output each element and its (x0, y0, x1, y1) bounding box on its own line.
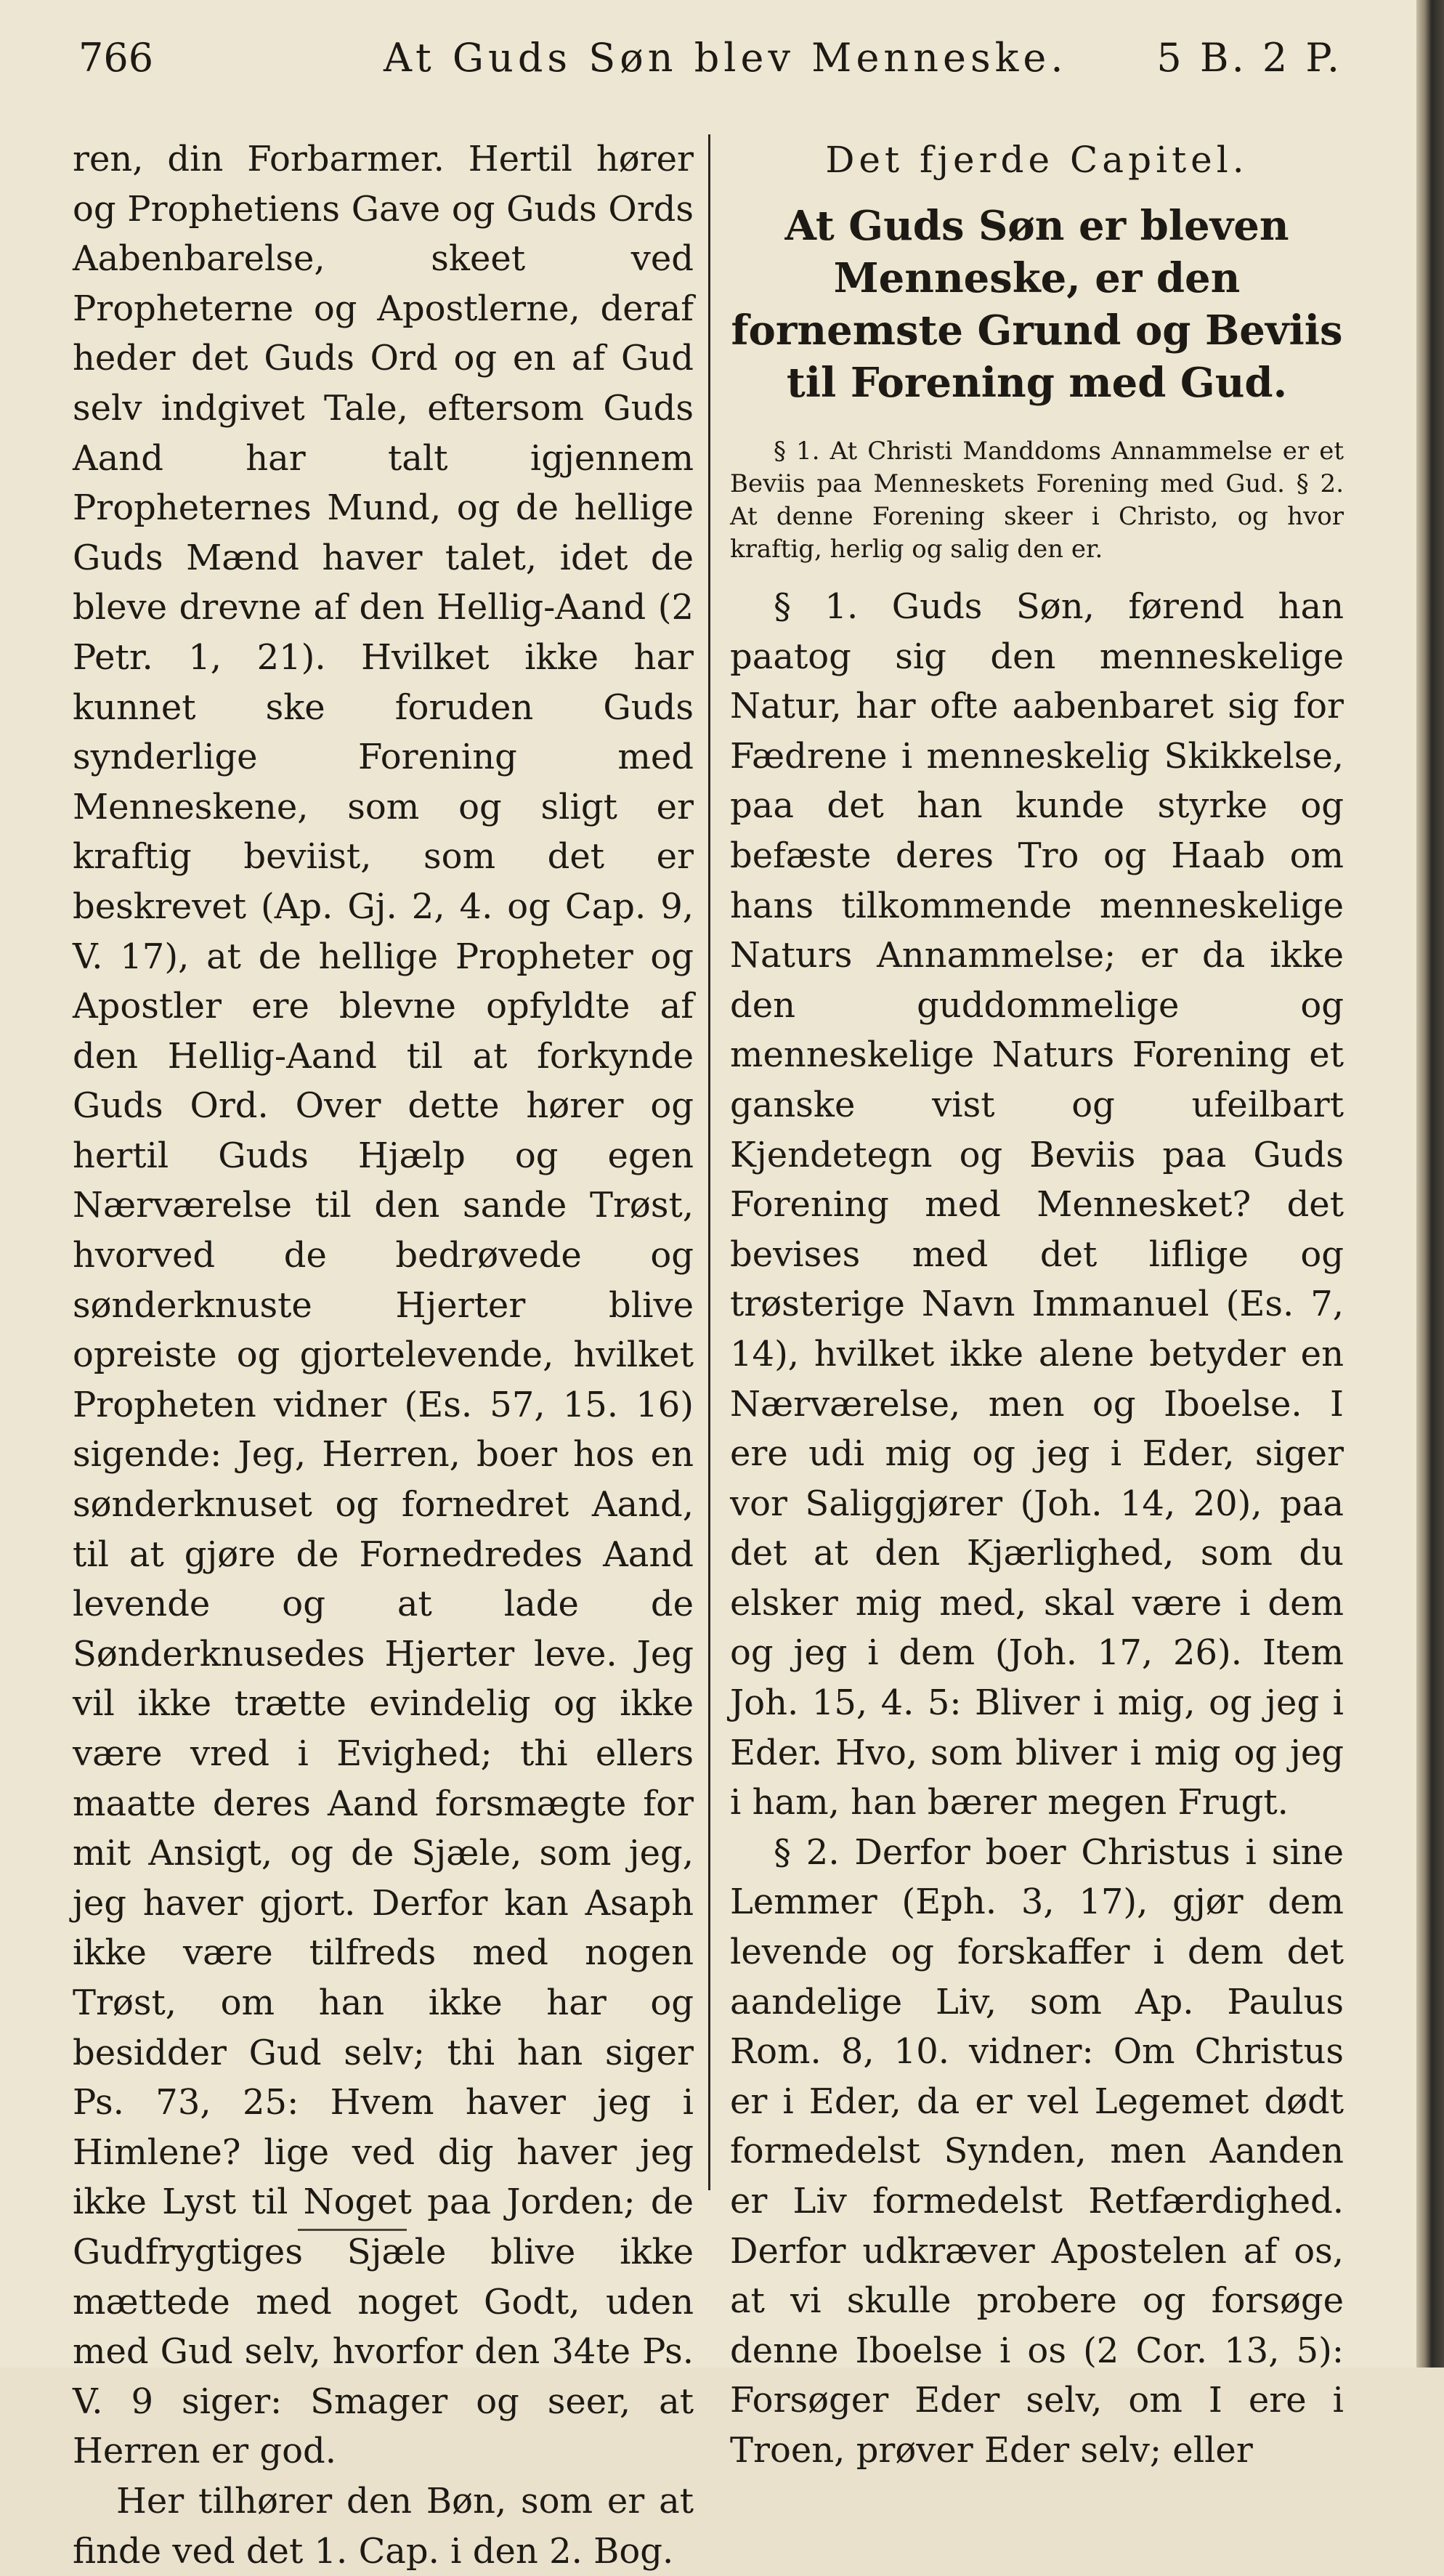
chapter-summary: § 1. At Christi Manddoms Annammelse er et Beviis paa Menneskets Forening med Gud. § 2. At denne Forening skeer i Christo, og hvor kraftig, herlig og salig den er. (730, 437, 1344, 564)
chapter-heading: At Guds Søn er bleven Menneske, er den fornemste Grund og Beviis til Forening med Gud. (731, 202, 1343, 407)
left-column (73, 134, 694, 2576)
left-paragraph-2: Her tilhører den Bøn, som er at finde ved det 1. Cap. i den 2. Bog. (73, 2480, 694, 2572)
section-reference: 5 B. 2 P. (1156, 35, 1342, 81)
left-paragraph-1: ren, din Forbarmer. Hertil hører og Prophetiens Gave og Guds Ords Aabenbarelse, skeet ved Propheterne og Apostlerne, deraf heder det Guds Ord og en af Gud selv indgivet Tale, eftersom Guds Aand har talt igjennem Propheternes Mund, og de hellige Guds Mænd haver talet, idet de bleve drevne af den Hellig-Aand (2 Petr. 1, 21). Hvilket ikke har kunnet ske foruden Guds synderlige Forening med Menneskene, som og sligt er kraftig beviist, som det er beskrevet (Ap. Gj. 2, 4. og Cap. 9, V. 17), at de hellige Propheter og Apostler ere blevne opfyldte af den Hellig-Aand til at forkynde Guds Ord. Over dette hører og hertil Guds Hjælp og egen Nærværelse til den sande Trøst, hvorved de bedrøvede og sønderknuste Hjerter blive opreiste og gjortelevende, hvilket Propheten vidner (Es. 57, 15. 16) sigende: Jeg, Herren, boer hos en sønderknuset og fornedret Aand, til at gjøre de Fornedredes Aand levende og at lade de Sønderknusedes Hjerter leve. Jeg vil ikke trætte evindelig og ikke være vred i Evighed; thi ellers maatte deres Aand forsmægte for mit Ansigt, og de Sjæle, som jeg, jeg haver gjort. Derfor kan Asaph ikke være tilfreds med nogen Trøst, om han ikke har og besidder Gud selv; thi han siger Ps. 73, 25: Hvem haver jeg i Himlene? lige ved dig haver jeg ikke Lyst til Noget paa Jorden; de Gudfrygtiges Sjæle blive ikke mættede med noget Godt, uden med Gud selv, hvorfor den 34te Ps. V. 9 siger: Smager og seer, at Herren er god. (73, 139, 694, 2472)
end-divider (298, 2229, 407, 2231)
page-number: 766 (78, 35, 154, 81)
running-title: At Guds Søn blev Menneske. (384, 35, 1068, 81)
right-column (730, 134, 1344, 2476)
column-rule (708, 134, 710, 2190)
page-edge-shadow (1416, 0, 1444, 2368)
running-head (78, 29, 1342, 87)
chapter-title: Det fjerde Capitel. (825, 139, 1249, 181)
right-paragraph-1: § 1. Guds Søn, førend han paatog sig den menneskelige Natur, har ofte aabenbaret sig for Fædrene i menneskelig Skikkelse, paa det han kunde styrke og befæste deres Tro og Haab om hans tilkommende menneskelige Naturs Annammelse; er da ikke den guddommelige og menneskelige Naturs Forening et ganske vist og ufeilbart Kjendetegn og Beviis paa Guds Forening med Mennesket? det bevises med det liflige og trøsterige Navn Immanuel (Es. 7, 14), hvilket ikke alene betyder en Nærværelse, men og Iboelse. I ere udi mig og jeg i Eder, siger vor Saliggjører (Joh. 14, 20), paa det at den Kjærlighed, som du elsker mig med, skal være i dem og jeg i dem (Joh. 17, 26). Item Joh. 15, 4. 5: Bliver i mig, og jeg i Eder. Hvo, som bliver i mig og jeg i ham, han bærer megen Frugt. (730, 586, 1344, 1823)
right-paragraph-2: § 2. Derfor boer Christus i sine Lemmer (Eph. 3, 17), gjør dem levende og forskaffer i dem det aandelige Liv, som Ap. Paulus Rom. 8, 10. vidner: Om Christus er i Eder, da er vel Legemet dødt formedelst Synden, men Aanden er Liv formedelst Retfærdighed. Derfor udkræver Apostelen af os, at vi skulle probere og forsøge denne Iboelse i os (2 Cor. 13, 5): Forsøger Eder selv, om I ere i Troen, prøver Eder selv; eller (730, 1831, 1344, 2471)
